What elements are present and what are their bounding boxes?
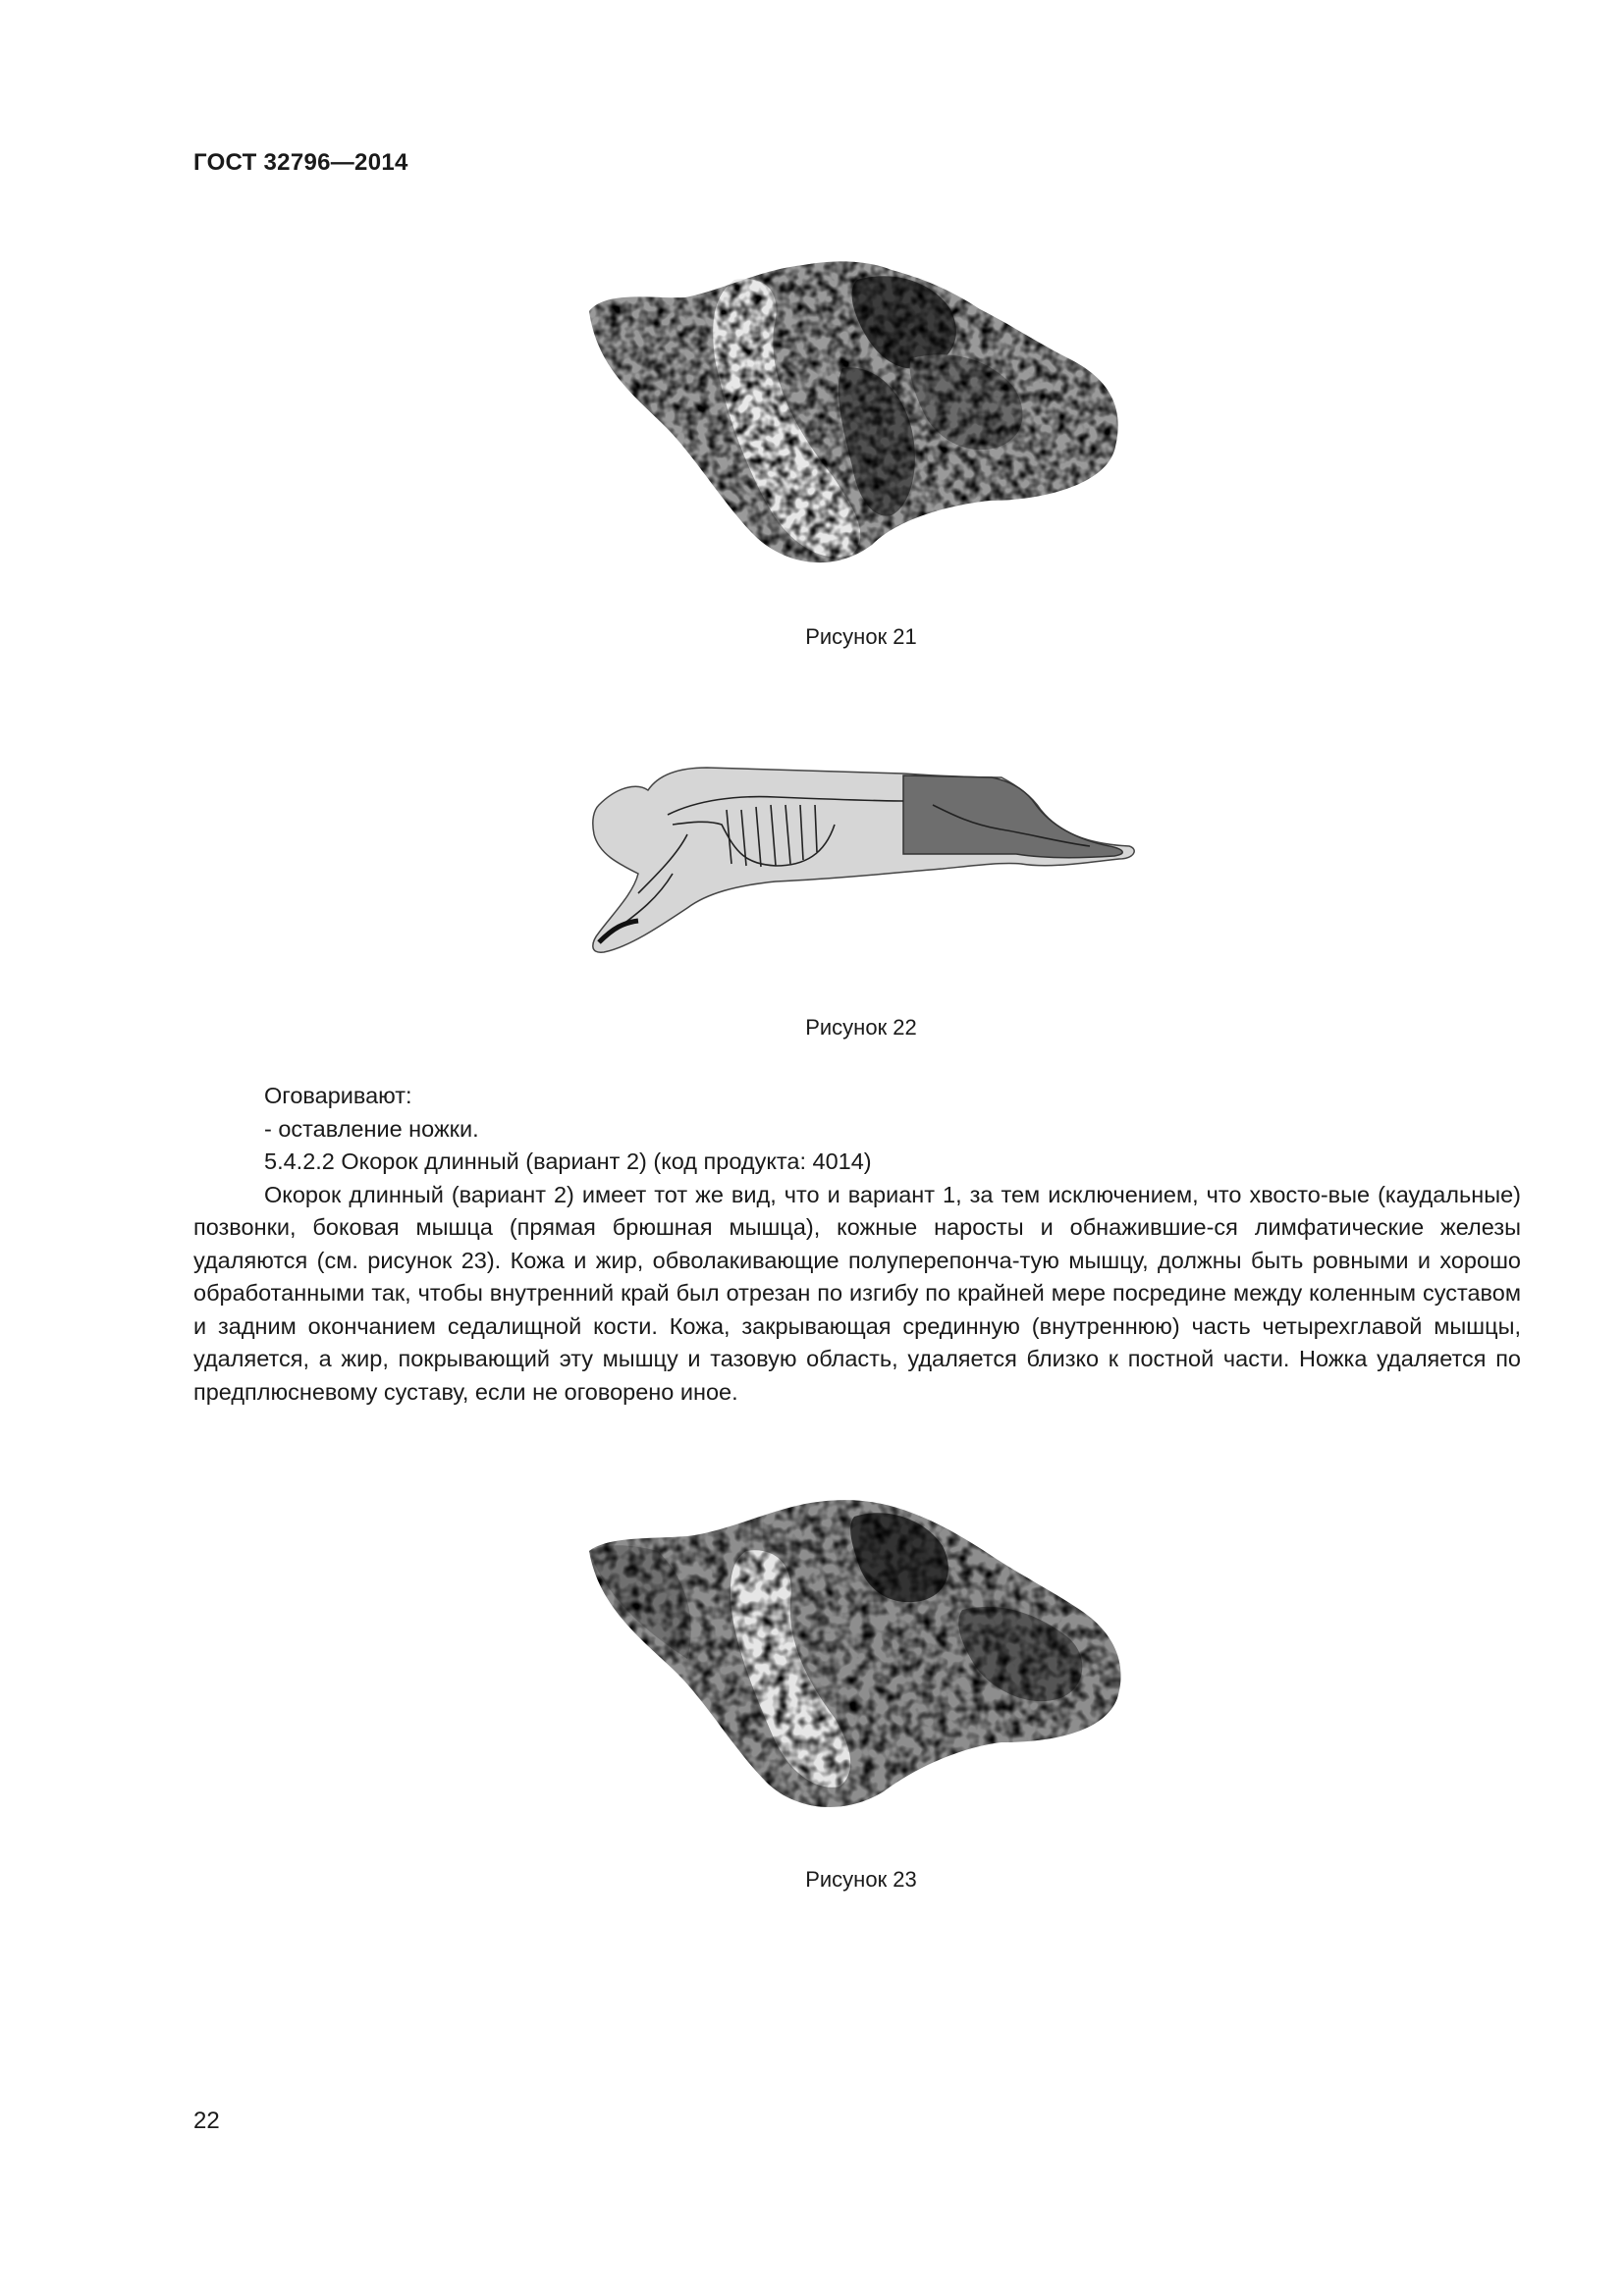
figure-22-caption: Рисунок 22 [805, 1015, 917, 1040]
page-number: 22 [193, 2108, 220, 2134]
text-paragraph: Окорок длинный (вариант 2) имеет тот же вид, что и вариант 1, за тем исключением, что хвосто-вые (каудальные) позвонки, боковая мышца (прямая брюшная мышца), кожные наросты и обнажившие-ся лимфатические железы удаляются (см. рисунок 23). Кожа и жир, обволакивающие полуперепонча-тую мышцу, должны быть ровными и хорошо обработанными так, чтобы внутренний край был отрезан по изгибу по крайней мере посредине между коленным суставом и задним окончанием седалищной кости. Кожа, закрывающая срединную (внутреннюю) часть четырехглавой мышцы, удаляется, а жир, покрывающий эту мышцу и тазовую область, удаляется близко к постной части. Ножка удаляется по предплюсневому суставу, если не оговорено иное. [193, 1181, 1521, 1405]
section-text [193, 1080, 1521, 1409]
figure-21-caption: Рисунок 21 [805, 624, 917, 649]
text-section-heading: 5.4.2.2 Окорок длинный (вариант 2) (код продукта: 4014) [264, 1148, 872, 1174]
figure-21-image [577, 250, 1127, 584]
figure-23-caption: Рисунок 23 [805, 1867, 917, 1892]
text-stipulate-label: Оговаривают: [264, 1083, 412, 1108]
figure-23-image [579, 1492, 1129, 1826]
text-stipulate-item: - оставление ножки. [264, 1115, 479, 1142]
figure-22-carcass-diagram [579, 756, 1139, 962]
standard-header: ГОСТ 32796—2014 [193, 149, 408, 176]
